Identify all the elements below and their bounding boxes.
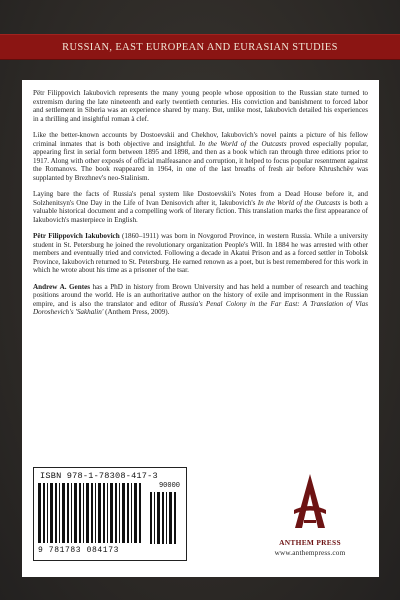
barcode-bar: [162, 492, 164, 544]
blurb-paragraph-2: [33, 131, 368, 182]
blurb-paragraph-1: Pëtr Filippovich Iakubovich represents the many young people whose opposition to the Russian state turned to extremism during the late nineteenth and early twentieth centuries. His conviction and banishment to forced labor and settlement in Siberia was an experience shared by many. But, unlike most, Iakubovich detailed his experiences in a thrilling and insightful roman à clef.: [33, 89, 368, 123]
author-name: Pëtr Filippovich Iakubovich: [33, 232, 120, 240]
barcode-bar: [79, 483, 81, 543]
translator-name: Andrew A. Gentes: [33, 282, 91, 291]
barcode-bar: [115, 483, 117, 543]
blurb-p2-text-b: proved especially popular, appearing first in serial form between 1895 and 1898, and then as a book which ran through three editions prior to 1917. Along with other exposés of official malfeasance and corruption, it helped to focus popular resentment against the Romanovs. The book reappeared in 1964, in one of the last breaths of fresh air before Khrushchëv was supplanted by Brezhnev's neo-Stalinism.: [33, 139, 368, 182]
barcode-bar: [95, 483, 96, 543]
barcode-bar: [174, 492, 176, 544]
barcode-bar: [83, 483, 84, 543]
barcode-bar: [55, 483, 57, 543]
barcode-bar: [67, 483, 69, 543]
book-title-italic-2: In the World of the Outcasts: [257, 198, 341, 207]
barcode-bar: [98, 483, 101, 543]
price-code: 90000: [158, 482, 180, 490]
translator-bio: [33, 283, 368, 317]
barcode-bar: [38, 483, 41, 543]
barcode-bar: [107, 483, 108, 543]
barcode-bar: [150, 492, 152, 544]
barcode: [33, 467, 187, 561]
series-title: RUSSIAN, EAST EUROPEAN AND EURASIAN STUDIES: [62, 41, 338, 53]
barcode-bar: [122, 483, 125, 543]
barcode-bar: [157, 492, 160, 544]
barcode-bar: [74, 483, 77, 543]
text-panel: [22, 80, 379, 577]
barcode-bar: [166, 492, 167, 544]
publisher-url[interactable]: www.anthempress.com: [274, 549, 346, 557]
author-bio-text: (1860–1911) was born in Novgorod Province, in western Russia. While a university student in St. Petersburg he joined the revolutionary organization People's Will. In 1884 he was arrested with other members and eventually tried and convicted. Following a decade in Akatui Prison and as a forced settler in Tobolsk Province, Iakubovich returned to St. Petersburg. He earned renown as a poet, but is best remembered for this work in which he wrote about his time as a prisoner of the tsar.: [33, 232, 368, 274]
barcode-bar: [127, 483, 129, 543]
barcode-bar: [62, 483, 65, 543]
addon-barcode-icon: [150, 492, 182, 545]
publisher-block: [250, 472, 370, 562]
barcode-bar: [110, 483, 113, 543]
book-title-italic: In the World of the Outcasts: [198, 139, 287, 148]
series-banner: [0, 34, 400, 60]
barcode-bar: [59, 483, 60, 543]
barcode-bar: [91, 483, 93, 543]
barcode-bar: [134, 483, 137, 543]
blurb-p3-text-b: is both a valuable historical document and a compelling work of literary fiction. This translation marks the first appearance of Iakubovich's masterpiece in English.: [33, 198, 368, 224]
isbn-label: ISBN 978-1-78308-417-3: [40, 471, 158, 481]
barcode-bar: [86, 483, 89, 543]
blurb-paragraph-3: [33, 190, 368, 224]
barcode-bar: [71, 483, 72, 543]
ean-number: 9 781783 084173: [38, 546, 120, 555]
barcode-bar: [47, 483, 48, 543]
blurb-p2-text-a: Like the better-known accounts by Dostoevskii and Chekhov, Iakubovich's novel paints a picture of his fellow criminal inmates that is both objective and insightful.: [33, 131, 368, 148]
barcode-bar: [50, 483, 53, 543]
translator-bio-text-b: (Anthem Press, 2009).: [103, 308, 170, 316]
author-bio: [33, 232, 368, 275]
translator-book-title: Russia's Penal Colony in the Far East: A Translation of Vlas Doroshevich's 'Sakhalin': [33, 299, 368, 316]
publisher-name: ANTHEM PRESS: [279, 538, 341, 547]
anthem-a-logo-icon: [292, 472, 328, 536]
translator-bio-text-a: has a PhD in history from Brown University and has held a number of research and teaching positions around the world. He is an authoritative author on the history of exile and imprisonment in the Russian empire, and is also the translator and editor of: [33, 282, 369, 308]
barcode-bar: [154, 492, 155, 544]
barcode-bar: [119, 483, 120, 543]
barcode-bar: [139, 483, 141, 543]
barcode-bar: [131, 483, 132, 543]
barcode-bar: [169, 492, 172, 544]
ean-barcode-icon: [38, 483, 146, 545]
barcode-bar: [43, 483, 45, 543]
blurb-p3-text-a: Laying bare the facts of Russia's penal system like Dostoevskii's Notes from a Dead House before it, and Solzhenitsyn's One Day in the Life of Ivan Denisovich after it, Iakubovich's: [33, 190, 368, 207]
barcode-bar: [103, 483, 105, 543]
